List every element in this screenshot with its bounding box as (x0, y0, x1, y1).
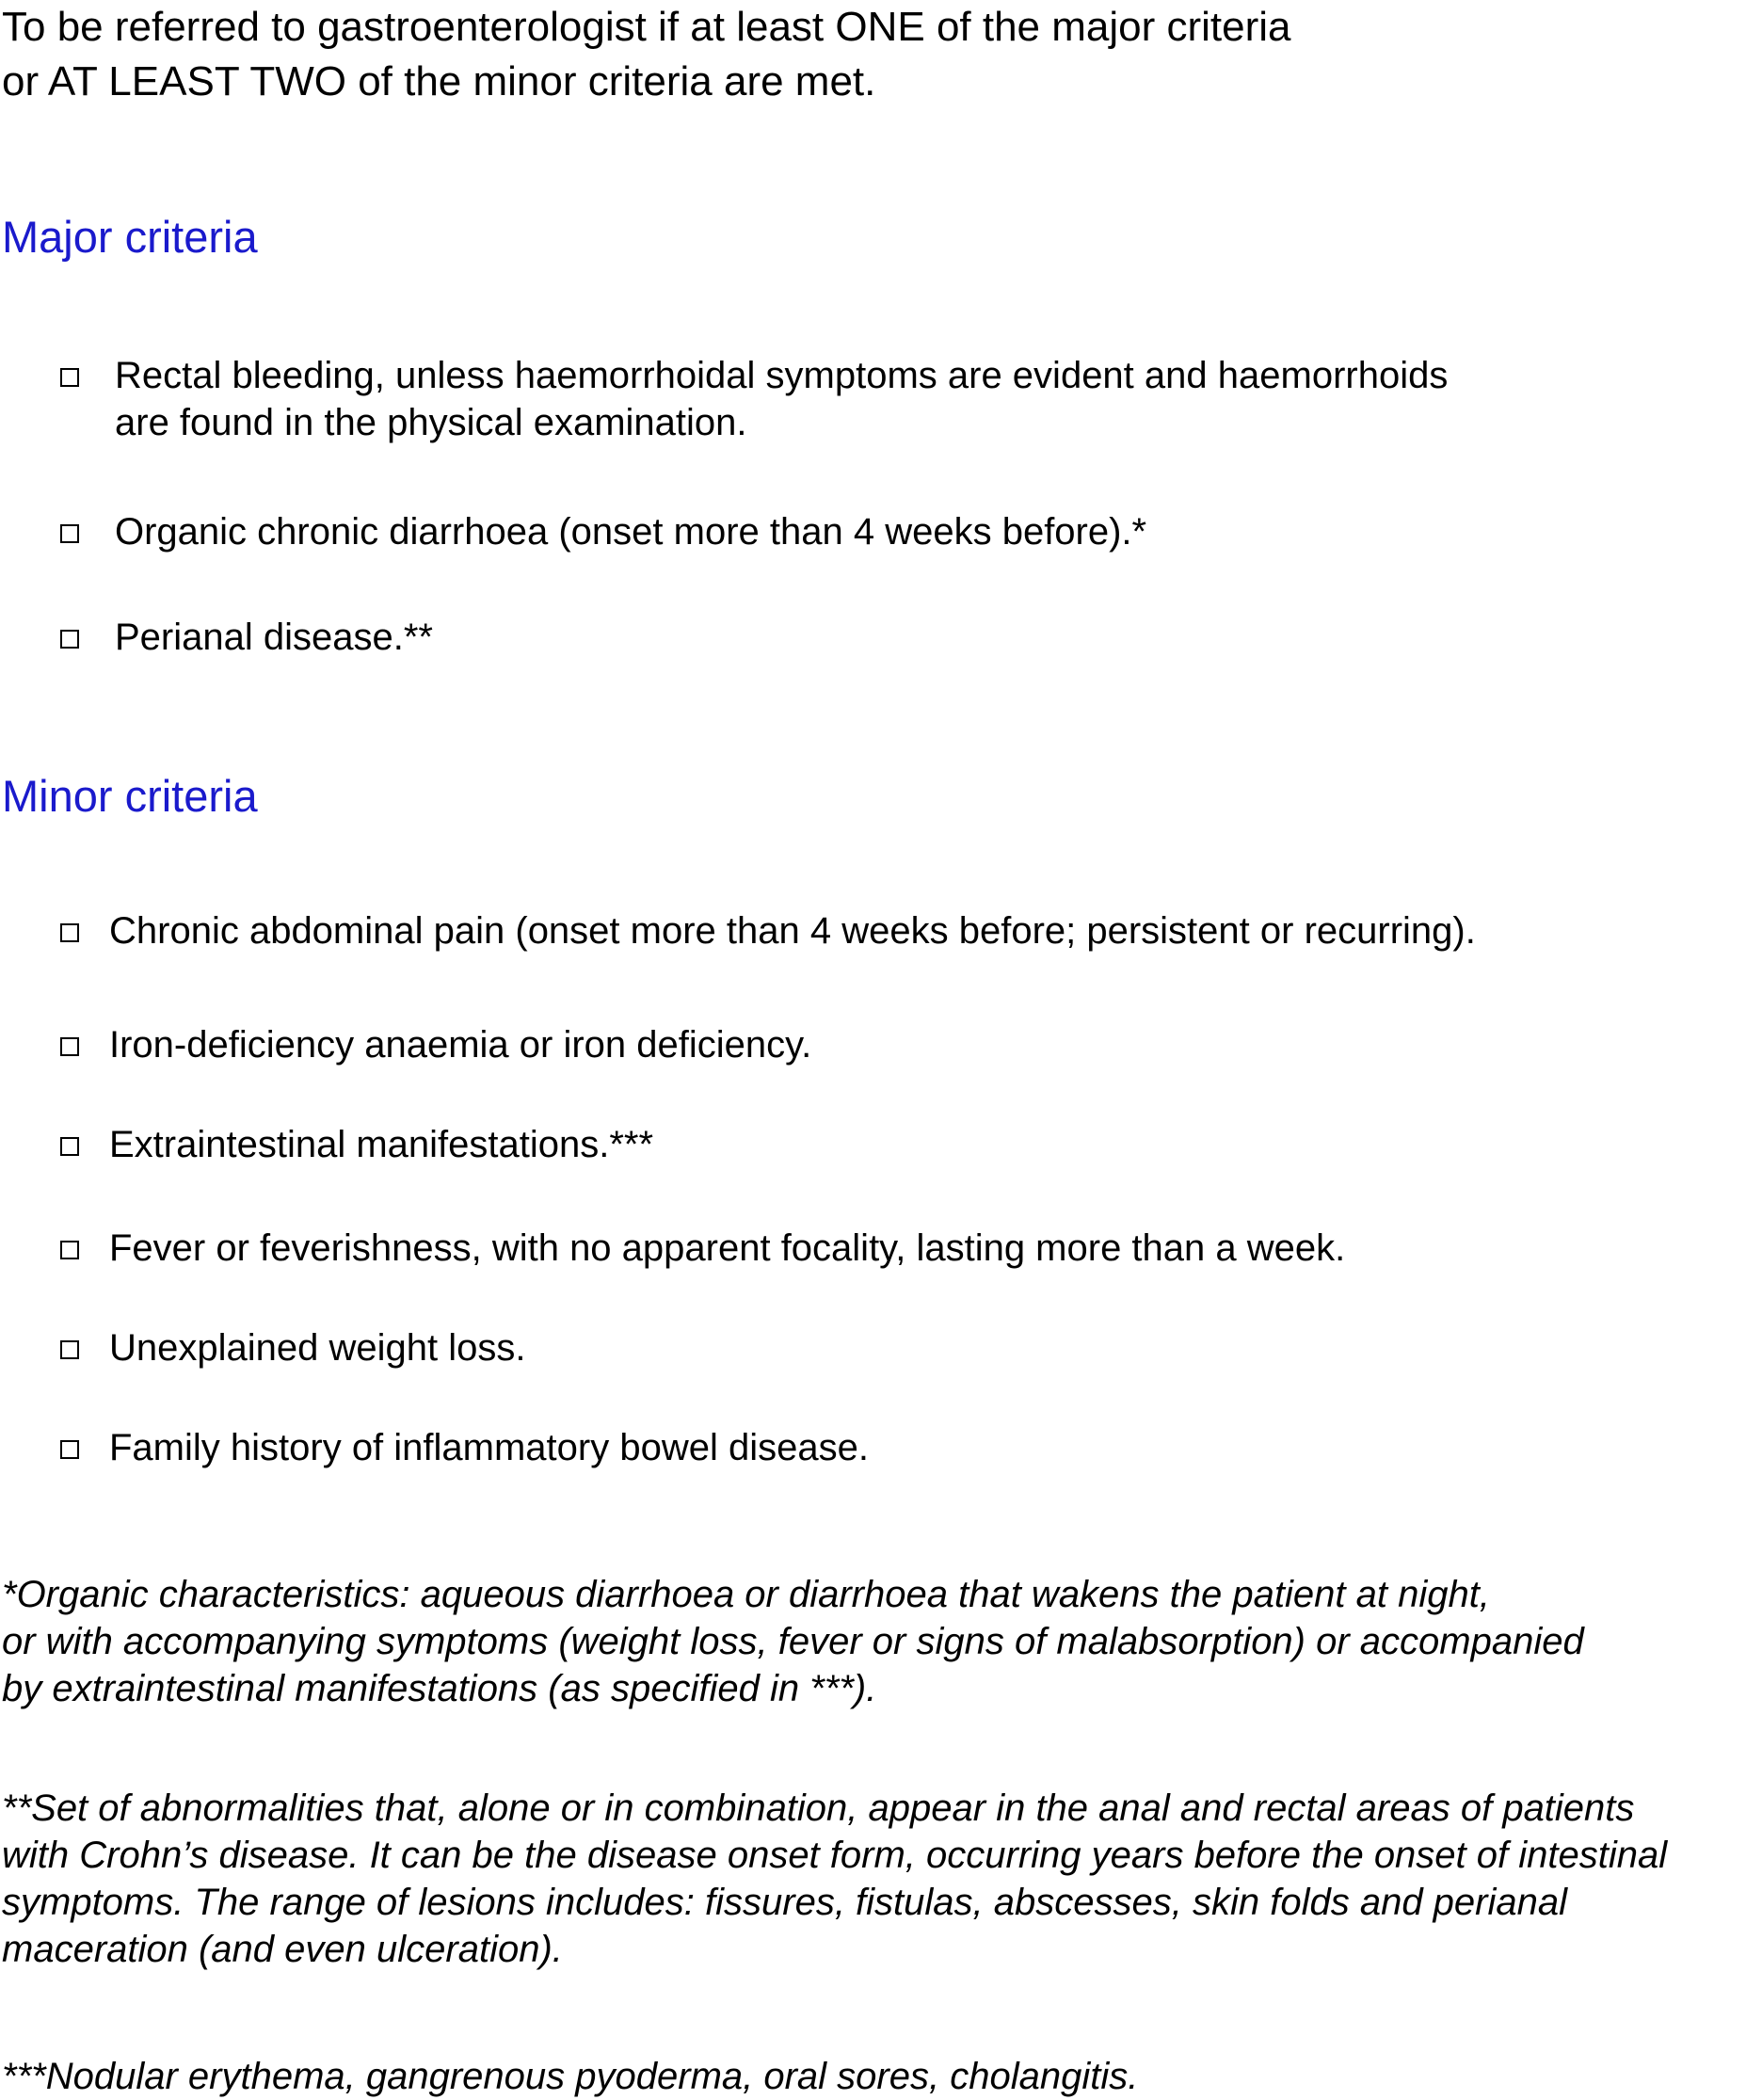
checkbox-icon[interactable] (60, 1137, 79, 1156)
footnote-line: or with accompanying symptoms (weight loss, fever or signs of malabsorption) or accompanied (2, 1621, 1584, 1662)
footnote-line: **Set of abnormalities that, alone or in combination, appear in the anal and rectal areas of patients (2, 1787, 1635, 1829)
checkbox-icon[interactable] (60, 1037, 79, 1056)
criterion-label: Chronic abdominal pain (onset more than 4 weeks before; persistent or recurring). (109, 910, 1476, 952)
checkbox-icon[interactable] (60, 1241, 79, 1259)
checkbox-icon[interactable] (60, 1440, 79, 1459)
intro-line: or AT LEAST TWO of the minor criteria are met. (2, 58, 876, 104)
criterion-label: Perianal disease.** (115, 617, 433, 658)
checkbox-icon[interactable] (60, 368, 79, 387)
checkbox-icon[interactable] (60, 923, 79, 942)
footnote-line: ***Nodular erythema, gangrenous pyoderma, oral sores, cholangitis. (2, 2056, 1139, 2097)
footnote-line: *Organic characteristics: aqueous diarrhoea or diarrhoea that wakens the patient at night, (2, 1574, 1490, 1615)
footnote-line: symptoms. The range of lesions includes: fissures, fistulas, abscesses, skin folds and perianal (2, 1882, 1568, 1923)
major-criteria-heading: Major criteria (2, 212, 258, 262)
footnote-perianal (2, 1785, 1667, 1973)
criterion-label: are found in the physical examination. (115, 402, 747, 443)
footnote-extraintestinal (2, 2053, 1138, 2100)
criterion-label: Family history of inflammatory bowel disease. (109, 1427, 869, 1468)
criterion-label: Rectal bleeding, unless haemorrhoidal symptoms are evident and haemorrhoids (115, 355, 1449, 396)
footnote-line: by extraintestinal manifestations (as specified in ***). (2, 1668, 877, 1709)
footnote-organic (2, 1571, 1584, 1712)
checkbox-icon[interactable] (60, 630, 79, 649)
criterion-label: Extraintestinal manifestations.*** (109, 1124, 654, 1165)
criterion-label: Fever or feverishness, with no apparent focality, lasting more than a week. (109, 1227, 1346, 1269)
footnote-line: with Crohn’s disease. It can be the disease onset form, occurring years before the onset of intestinal (2, 1835, 1668, 1876)
intro-text (2, 0, 1508, 109)
minor-criteria-heading: Minor criteria (2, 771, 258, 821)
criterion-label: Organic chronic diarrhoea (onset more than 4 weeks before).* (115, 511, 1147, 553)
intro-line: To be referred to gastroenterologist if at least ONE of the major criteria (2, 4, 1291, 50)
criterion-label: Iron-deficiency anaemia or iron deficiency. (109, 1024, 812, 1066)
footnote-line: maceration (and even ulceration). (2, 1929, 563, 1970)
checkbox-icon[interactable] (60, 1340, 79, 1359)
checkbox-icon[interactable] (60, 524, 79, 543)
criterion-label: Unexplained weight loss. (109, 1327, 526, 1369)
